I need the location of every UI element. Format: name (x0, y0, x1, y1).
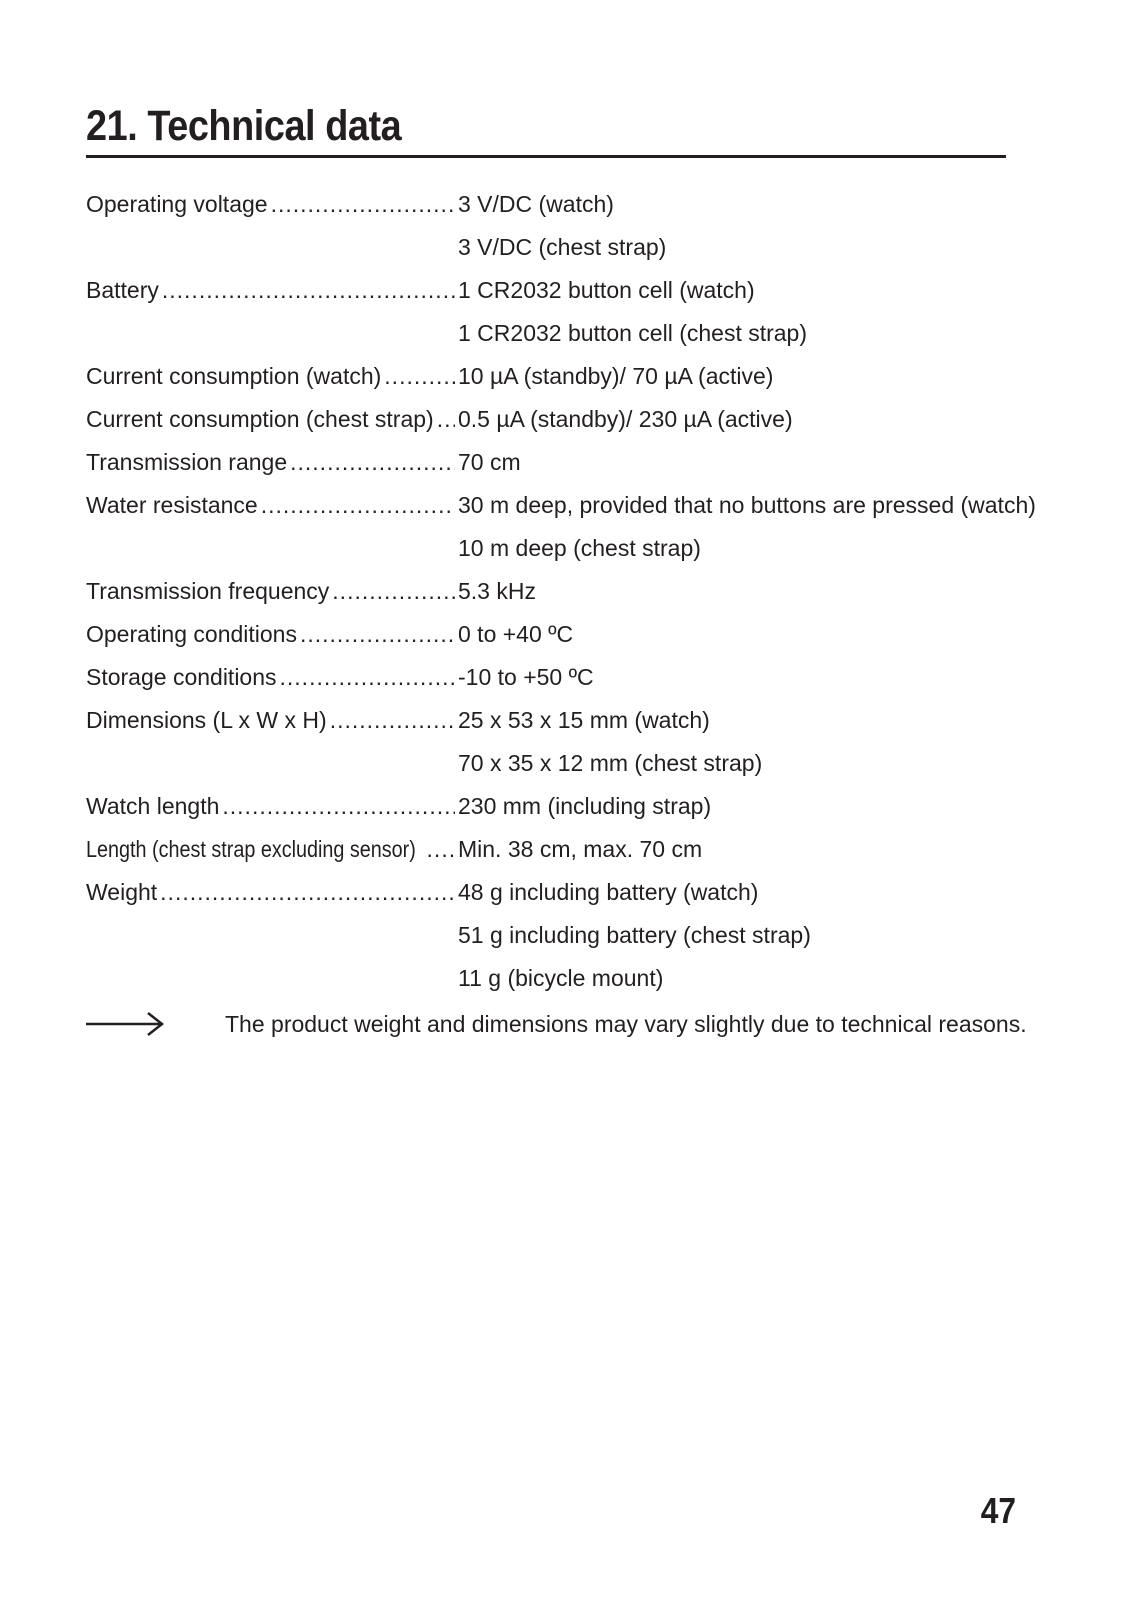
spec-label: Operating conditions (86, 621, 297, 647)
spec-label: Transmission range (86, 449, 288, 475)
spec-label-cell (86, 793, 455, 820)
spec-row (86, 871, 1016, 914)
note-text: The product weight and dimensions may vary slightly due to technical reasons. (225, 1010, 1027, 1037)
spec-value: 11 g (bicycle mount) (458, 965, 664, 991)
spec-label: Water resistance (86, 492, 258, 518)
spec-value: 5.3 kHz (458, 578, 536, 604)
spec-row (86, 441, 1016, 484)
spec-label-cell (86, 492, 455, 519)
spec-value: 51 g including battery (chest strap) (458, 922, 811, 948)
spec-row (86, 183, 1016, 226)
spec-row (86, 312, 1016, 355)
spec-label: Transmission frequency (86, 578, 330, 604)
spec-label-cell (86, 621, 455, 648)
spec-row (86, 656, 1016, 699)
spec-row (86, 957, 1016, 1000)
spec-row (86, 699, 1016, 742)
dot-leader (157, 879, 455, 906)
dot-leader (159, 277, 455, 304)
spec-value: 3 V/DC (chest strap) (458, 234, 667, 260)
spec-label: Operating voltage (86, 191, 268, 217)
spec-label: Length (chest strap excluding sensor) (86, 836, 416, 862)
spec-row (86, 527, 1016, 570)
spec-value: 0.5 µA (standby)/ 230 µA (active) (458, 406, 793, 432)
spec-row (86, 785, 1016, 828)
spec-value: Min. 38 cm, max. 70 cm (458, 836, 703, 862)
spec-label-cell (86, 578, 455, 605)
arrow-right-icon (86, 1009, 166, 1039)
spec-row (86, 828, 1016, 871)
dot-leader (329, 578, 455, 605)
spec-label-cell (86, 664, 455, 691)
spec-value: 70 x 35 x 12 mm (chest strap) (458, 750, 763, 776)
spec-value: -10 to +50 ºC (458, 664, 594, 690)
spec-row (86, 742, 1016, 785)
dot-leader (327, 707, 455, 734)
spec-value: 70 cm (458, 449, 521, 475)
dot-leader (277, 664, 455, 691)
dot-leader (381, 363, 455, 390)
spec-label-cell (86, 277, 455, 304)
spec-row (86, 226, 1016, 269)
technical-data-list (86, 183, 1036, 1000)
spec-label: Weight (86, 879, 158, 905)
spec-label-cell (86, 191, 455, 218)
spec-row (86, 355, 1016, 398)
note (86, 1003, 1027, 1045)
dot-leader (219, 793, 455, 820)
dot-leader (434, 406, 455, 433)
spec-value: 230 mm (including strap) (458, 793, 712, 819)
spec-row (86, 613, 1016, 656)
page-title: 21. Technical data (86, 102, 402, 150)
spec-value: 25 x 53 x 15 mm (watch) (458, 707, 710, 733)
spec-label-cell (86, 879, 455, 906)
spec-row (86, 914, 1016, 957)
spec-value: 3 V/DC (watch) (458, 191, 614, 217)
spec-label: Current consumption (watch) (86, 363, 382, 389)
spec-label-cell (86, 449, 455, 476)
spec-value: 10 m deep (chest strap) (458, 535, 701, 561)
spec-value: 0 to +40 ºC (458, 621, 574, 647)
spec-label: Dimensions (L x W x H) (86, 707, 327, 733)
spec-value: 1 CR2032 button cell (chest strap) (458, 320, 808, 346)
spec-row (86, 269, 1016, 312)
spec-row (86, 398, 1016, 441)
spec-label: Storage conditions (86, 664, 277, 690)
dot-leader (258, 492, 455, 519)
page-number: 47 (980, 1490, 1016, 1531)
spec-label: Current consumption (chest strap) (86, 406, 434, 432)
spec-label-cell (86, 707, 455, 734)
dot-leader (297, 621, 455, 648)
spec-row (86, 570, 1016, 613)
spec-value: 10 µA (standby)/ 70 µA (active) (458, 363, 774, 389)
spec-label-cell (86, 406, 455, 433)
spec-label: Watch length (86, 793, 220, 819)
dot-leader (424, 836, 455, 863)
dot-leader (268, 191, 455, 218)
dot-leader (287, 449, 455, 476)
spec-row (86, 484, 1036, 527)
spec-label-cell (86, 363, 455, 390)
title-divider (86, 155, 1006, 158)
spec-value: 48 g including battery (watch) (458, 879, 759, 905)
spec-value: 30 m deep, provided that no buttons are pressed (watch) (458, 492, 1036, 518)
spec-value: 1 CR2032 button cell (watch) (458, 277, 755, 303)
spec-label-cell (86, 836, 455, 863)
spec-label: Battery (86, 277, 159, 303)
